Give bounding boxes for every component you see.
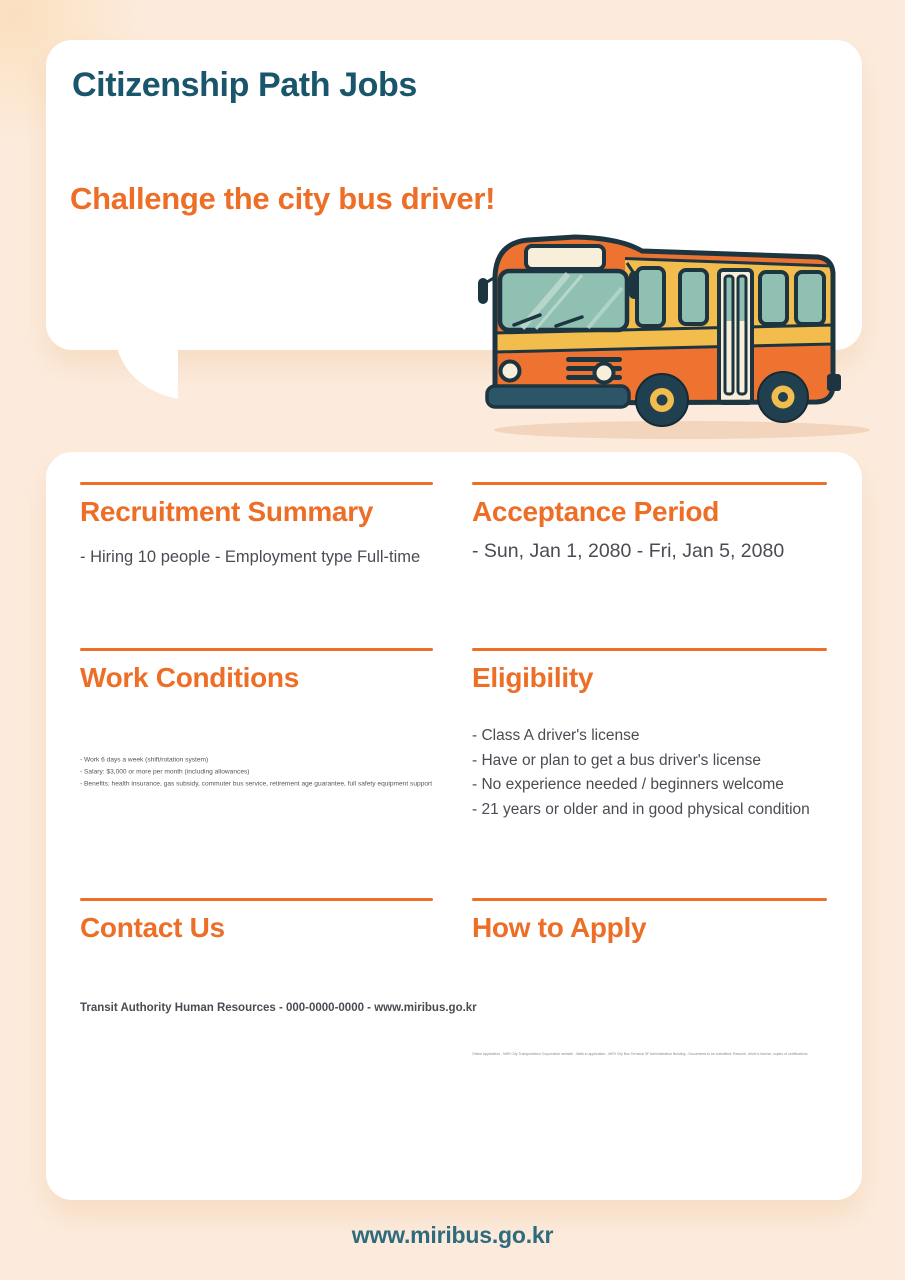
section-eligibility — [472, 648, 827, 822]
section-body: - Hiring 10 people - Employment type Full-time — [80, 548, 421, 566]
section-work-conditions — [80, 648, 433, 788]
city-bus-illustration-icon — [470, 225, 890, 440]
eligibility-item: - No experience needed / beginners welcome — [472, 776, 784, 794]
page-subtitle: Challenge the city bus driver! — [70, 181, 496, 216]
work-conditions-item: - Benefits: health insurance, gas subsidy, commuter bus service, retirement age guarantee, full safety equipment support — [80, 780, 433, 788]
section-contact-us — [80, 898, 477, 1014]
footer-url: www.miribus.go.kr — [351, 1222, 554, 1248]
section-title: How to Apply — [472, 912, 647, 943]
section-acceptance-period — [472, 482, 827, 563]
eligibility-item: - 21 years or older and in good physical condition — [472, 800, 810, 818]
section-title: Eligibility — [472, 662, 594, 693]
speech-bubble-tail-icon — [117, 348, 178, 399]
section-recruitment-summary — [80, 482, 433, 567]
work-conditions-item: - Salary: $3,000 or more per month (including allowances) — [80, 768, 250, 776]
section-rule — [80, 898, 433, 901]
section-title: Recruitment Summary — [80, 496, 374, 527]
eligibility-list — [472, 724, 827, 822]
section-rule — [472, 482, 827, 485]
section-title: Contact Us — [80, 912, 225, 943]
section-rule — [80, 482, 433, 485]
contact-info: Transit Authority Human Resources - 000-0000-0000 - www.miribus.go.kr — [80, 1002, 477, 1014]
section-how-to-apply — [472, 898, 827, 1055]
work-conditions-item: - Work 6 days a week (shift/rotation system) — [80, 756, 209, 764]
section-rule — [472, 898, 827, 901]
info-card — [46, 452, 862, 1200]
section-rule — [80, 648, 433, 651]
section-rule — [472, 648, 827, 651]
eligibility-item: - Class A driver's license — [472, 727, 640, 744]
section-title: Acceptance Period — [472, 496, 719, 527]
section-title: Work Conditions — [80, 662, 299, 693]
eligibility-item: - Have or plan to get a bus driver's license — [472, 751, 761, 769]
section-body: - Sun, Jan 1, 2080 - Fri, Jan 5, 2080 — [472, 540, 785, 562]
apply-instructions: Online Application - MIRI City Transportation Corporation website - Walk-in application - MIRI City Bus Terminal 3F Administration Building - Documents to be submitted: Resume, driver's license, copies of certifications — [472, 1052, 808, 1056]
page-title: Citizenship Path Jobs — [72, 66, 417, 104]
work-conditions-list — [80, 752, 433, 788]
